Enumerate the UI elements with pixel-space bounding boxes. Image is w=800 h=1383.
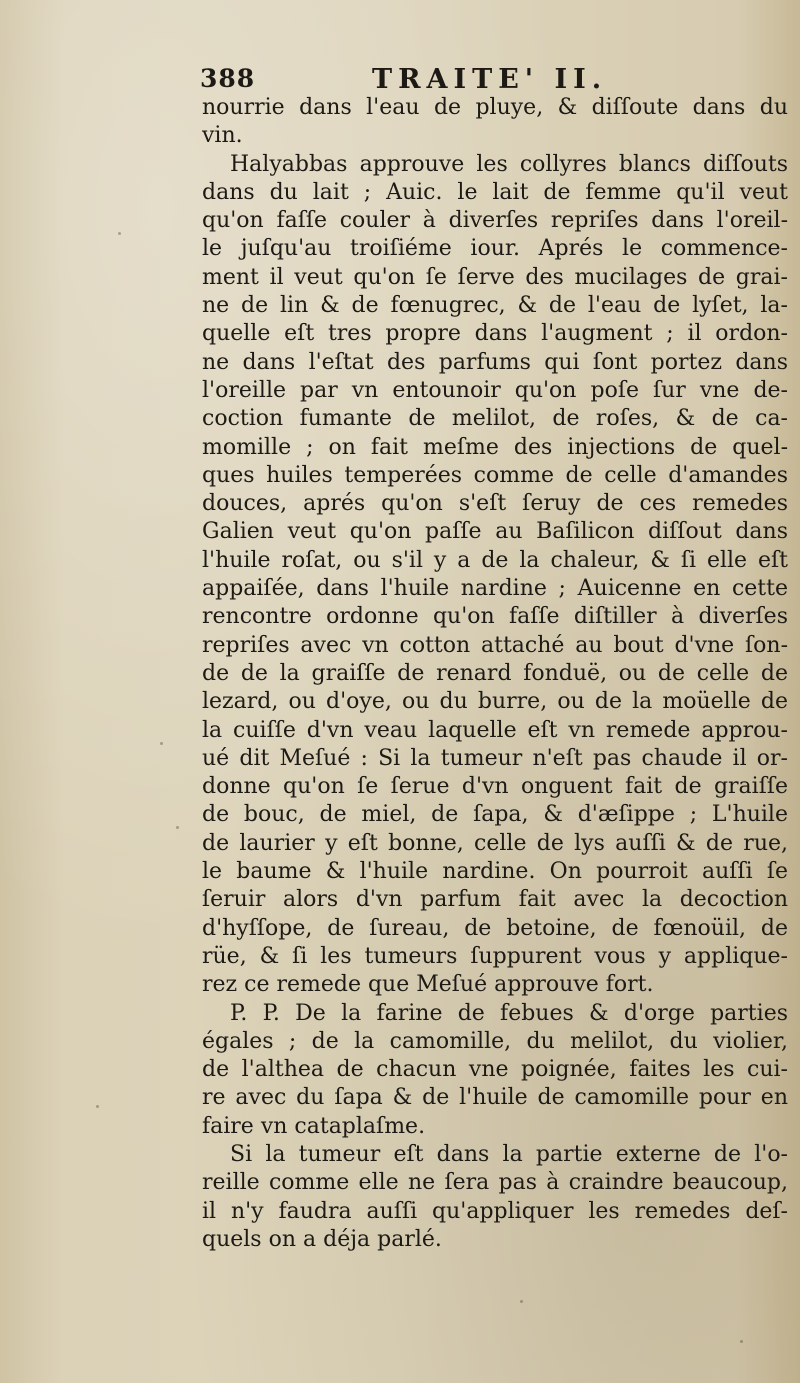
text-line: ne de lin & de fœnugrec, & de l'eau de lyſet, la- xyxy=(202,293,788,319)
text-line: ment il veut qu'on ſe ſerve des mucilages de grai- xyxy=(202,264,788,290)
running-title: TRAITE' II. xyxy=(372,64,608,95)
text-line: de l'althea de chacun vne poignée, faites les cui- xyxy=(202,1057,788,1083)
text-line: de laurier y eſt bonne, celle de lys auſſi & de rue, xyxy=(202,830,788,856)
text-line: donne qu'on ſe ſerue d'vn onguent fait de graiſſe xyxy=(202,774,788,800)
text-line: quels on a déja parlé. xyxy=(202,1226,442,1252)
paper-speck xyxy=(160,742,163,745)
text-line: repriſes avec vn cotton attaché au bout d'vne ſon- xyxy=(202,632,788,658)
text-line: re avec du ſapa & de l'huile de camomille pour en xyxy=(202,1085,788,1111)
text-line: vin. xyxy=(202,123,243,149)
text-line: Galien veut qu'on paſſe au Baſilicon diſſout dans xyxy=(202,519,788,545)
text-line: quelle eſt tres propre dans l'augment ; il ordon- xyxy=(202,321,788,347)
text-line: la cuiſſe d'vn veau laquelle eſt vn remede approu- xyxy=(202,717,788,743)
text-line: reille comme elle ne ſera pas à craindre beaucoup, xyxy=(202,1170,788,1196)
text-line: égales ; de la camomille, du melilot, du violier, xyxy=(202,1028,788,1054)
page-number: 388 xyxy=(200,64,256,93)
text-line: ques huiles temperées comme de celle d'amandes xyxy=(202,462,788,488)
text-line: rez ce remede que Meſué approuve fort. xyxy=(202,972,654,998)
text-line: ſeruir alors d'vn parfum fait avec la decoction xyxy=(202,887,788,913)
text-line: dans du lait ; Auic. le lait de femme qu'il veut xyxy=(202,179,788,205)
text-line: de de la graiſſe de renard fonduë, ou de celle de xyxy=(202,660,788,686)
text-line: l'oreille par vn entounoir qu'on poſe ſur vne de- xyxy=(202,377,788,403)
paper-speck xyxy=(96,1105,99,1108)
paper-speck xyxy=(520,1300,523,1303)
text-line: Halyabbas approuve les collyres blancs diſſouts xyxy=(230,151,788,177)
text-line: rüe, & ſi les tumeurs ſuppurent vous y applique- xyxy=(202,943,788,969)
text-line: appaiſée, dans l'huile nardine ; Auicenne en cette xyxy=(202,576,788,602)
text-line: rencontre ordonne qu'on faſſe diſtiller à diverſes xyxy=(202,604,788,630)
paper-speck xyxy=(118,232,121,235)
text-line: le baume & l'huile nardine. On pourroit auſſi ſe xyxy=(202,859,788,885)
text-line: il n'y faudra auſſi qu'appliquer les remedes deſ- xyxy=(202,1198,788,1224)
text-line: d'hyſſope, de ſureau, de betoine, de fœnoüil, de xyxy=(202,915,788,941)
body-text xyxy=(202,94,788,1254)
text-line: coction fumante de melilot, de roſes, & de ca- xyxy=(202,406,788,432)
text-line: de bouc, de miel, de ſapa, & d'æſippe ; L'huile xyxy=(202,802,788,828)
text-line: ne dans l'eſtat des parfums qui ſont portez dans xyxy=(202,349,788,375)
text-line: Si la tumeur eſt dans la partie externe de l'o- xyxy=(230,1141,788,1167)
text-line: qu'on faſſe couler à diverſes repriſes dans l'oreil- xyxy=(202,208,788,234)
text-line: douces, aprés qu'on s'eſt ſeruy de ces remedes xyxy=(202,491,788,517)
paper-speck xyxy=(740,1340,743,1343)
text-line: le juſqu'au troiſiéme iour. Aprés le commence- xyxy=(202,236,788,262)
text-line: momille ; on fait meſme des injections de quel- xyxy=(202,434,788,460)
text-line: P. P. De la farine de febues & d'orge parties xyxy=(230,1000,788,1026)
text-line: nourrie dans l'eau de pluye, & diſſoute dans du xyxy=(202,95,788,120)
text-line: faire vn cataplaſme. xyxy=(202,1113,426,1139)
text-line: lezard, ou d'oye, ou du burre, ou de la moüelle de xyxy=(202,689,788,715)
paper-speck xyxy=(176,826,179,829)
text-line: l'huile roſat, ou s'il y a de la chaleur, & ſi elle eſt xyxy=(202,547,788,573)
text-line: ué dit Meſué : Si la tumeur n'eſt pas chaude il or- xyxy=(202,745,788,771)
